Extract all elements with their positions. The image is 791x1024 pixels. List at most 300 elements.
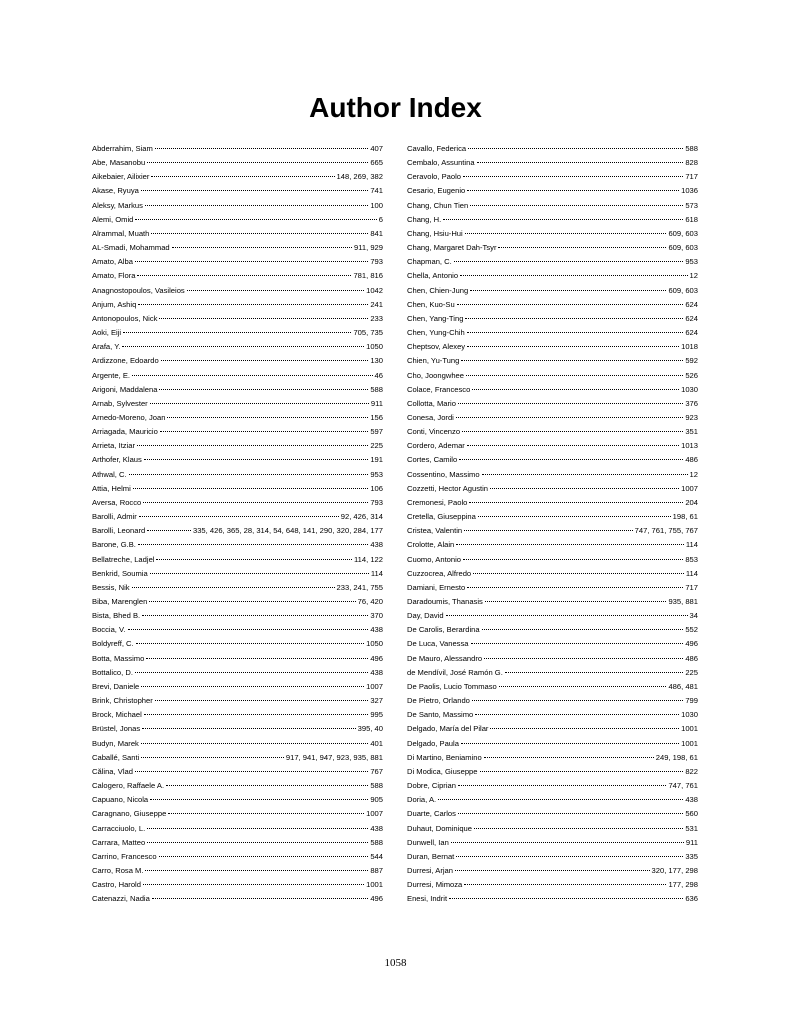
page-references: 1030 — [681, 384, 698, 394]
author-name: Cortes, Camilo — [407, 455, 458, 465]
index-entry — [407, 213, 698, 227]
page-number: 1058 — [384, 957, 407, 969]
author-name: de Mendívil, José Ramón G. — [407, 667, 503, 677]
index-entry — [407, 567, 698, 581]
dot-leader — [458, 403, 683, 404]
index-entry — [92, 184, 383, 198]
index-entry — [92, 312, 383, 326]
dot-leader — [456, 856, 683, 857]
page-references: 401 — [370, 738, 383, 748]
page-references: 767 — [370, 766, 383, 776]
author-name: Arrieta, Itziar — [92, 441, 136, 451]
author-name: Brock, Michael — [92, 710, 142, 720]
index-entry — [407, 312, 698, 326]
index-entry — [407, 468, 698, 482]
dot-leader — [142, 615, 368, 616]
index-entry — [407, 793, 698, 807]
dot-leader — [463, 559, 683, 560]
page-references: 905 — [370, 795, 383, 805]
dot-leader — [467, 587, 683, 588]
dot-leader — [143, 502, 368, 503]
dot-leader — [141, 190, 368, 191]
dot-leader — [468, 148, 683, 149]
index-entry — [407, 142, 698, 156]
dot-leader — [150, 403, 369, 404]
page-references: 191 — [370, 455, 383, 465]
index-entry — [407, 524, 698, 538]
author-name: Bottalico, D. — [92, 667, 133, 677]
author-name: Bessis, Nik — [92, 582, 130, 592]
dot-leader — [166, 785, 368, 786]
index-entry — [407, 666, 698, 680]
dot-leader — [132, 587, 335, 588]
dot-leader — [172, 247, 352, 248]
index-entry — [407, 199, 698, 213]
page-references: 100 — [370, 200, 383, 210]
page-references: 741 — [370, 186, 383, 196]
index-entry — [407, 779, 698, 793]
page-references: 822 — [685, 766, 698, 776]
author-name: Aversa, Rocco — [92, 497, 142, 507]
author-name: Anjum, Ashiq — [92, 299, 137, 309]
index-entry — [92, 340, 383, 354]
dot-leader — [142, 728, 356, 729]
page-references: 114 — [370, 568, 383, 578]
author-name: Chen, Yang-Ting — [407, 313, 464, 323]
dot-leader — [147, 162, 368, 163]
dot-leader — [490, 488, 679, 489]
index-entry — [407, 298, 698, 312]
dot-leader — [145, 205, 368, 206]
index-entry — [407, 751, 698, 765]
dot-leader — [470, 290, 666, 291]
page-references: 544 — [370, 851, 383, 861]
dot-leader — [141, 743, 368, 744]
page-references: 828 — [685, 158, 698, 168]
index-entry — [92, 623, 383, 637]
author-name: Chapman, C. — [407, 257, 452, 267]
dot-leader — [144, 459, 369, 460]
page-references: 198, 61 — [672, 512, 698, 522]
page-references: 592 — [685, 356, 698, 366]
page-references: 1013 — [681, 441, 698, 451]
index-entry — [92, 383, 383, 397]
author-name: Arnab, Sylvester — [92, 398, 148, 408]
index-entry — [407, 269, 698, 283]
page-references: 1001 — [681, 738, 698, 748]
dot-leader — [135, 672, 368, 673]
dot-leader — [145, 870, 368, 871]
index-entry — [92, 453, 383, 467]
page-references: 618 — [685, 214, 698, 224]
dot-leader — [472, 389, 679, 390]
dot-leader — [159, 318, 368, 319]
author-name: Cristea, Valentin — [407, 526, 463, 536]
page-references: 486, 481 — [668, 681, 698, 691]
dot-leader — [467, 332, 684, 333]
page-references: 225 — [370, 441, 383, 451]
dot-leader — [469, 502, 683, 503]
author-name: AL-Smadi, Mohammad — [92, 243, 170, 253]
author-name: Ardizzone, Edoardo — [92, 356, 159, 366]
author-name: Antonopoulos, Nick — [92, 313, 158, 323]
author-name: Arafa, Y. — [92, 342, 121, 352]
author-name: Carrino, Francesco — [92, 851, 157, 861]
author-name: Benkrid, Soumia — [92, 568, 148, 578]
index-entry — [92, 142, 383, 156]
author-name: Caballé, Santi — [92, 752, 140, 762]
index-entry — [407, 864, 698, 878]
index-entry — [92, 170, 383, 184]
index-entry — [92, 680, 383, 694]
index-entry — [92, 637, 383, 651]
dot-leader — [136, 643, 364, 644]
index-entry — [407, 807, 698, 821]
page-references: 573 — [685, 200, 698, 210]
author-name: Delgado, María del Pilar — [407, 724, 489, 734]
author-name: Bista, Bhed B. — [92, 611, 141, 621]
page-references: 705, 735 — [353, 328, 383, 338]
dot-leader — [462, 431, 683, 432]
author-name: Chang, Chun Tien — [407, 200, 469, 210]
dot-leader — [451, 842, 684, 843]
index-entry — [92, 213, 383, 227]
dot-leader — [438, 799, 683, 800]
page-references: 486 — [685, 653, 698, 663]
dot-leader — [155, 700, 369, 701]
author-name: Athwal, C. — [92, 469, 127, 479]
author-name: De Luca, Vanessa — [407, 639, 469, 649]
author-name: Cho, Joongwhee — [407, 370, 464, 380]
index-entry — [407, 510, 698, 524]
index-entry — [92, 793, 383, 807]
page-references: 1050 — [366, 342, 383, 352]
dot-leader — [443, 219, 683, 220]
author-name: Cheptsov, Alexey — [407, 342, 466, 352]
index-entry — [407, 241, 698, 255]
index-entry — [92, 666, 383, 680]
index-entry — [92, 567, 383, 581]
author-name: Carracciuolo, L. — [92, 823, 146, 833]
index-entry — [92, 765, 383, 779]
dot-leader — [446, 615, 688, 616]
index-entry — [407, 538, 698, 552]
dot-leader — [147, 530, 191, 531]
author-name: Attia, Helmi — [92, 483, 131, 493]
page-references: 12 — [689, 271, 698, 281]
author-name: Durresi, Mimoza — [407, 880, 463, 890]
page-references: 793 — [370, 497, 383, 507]
index-entry — [92, 397, 383, 411]
page-references: 887 — [370, 865, 383, 875]
author-name: Conesa, Jordi — [407, 412, 454, 422]
index-entry — [407, 255, 698, 269]
page-references: 106 — [370, 483, 383, 493]
dot-leader — [139, 516, 339, 517]
page-references: 624 — [685, 328, 698, 338]
author-name: Duarte, Carlos — [407, 809, 456, 819]
dot-leader — [137, 275, 351, 276]
index-entry — [92, 878, 383, 892]
index-entry — [407, 836, 698, 850]
page-references: 526 — [685, 370, 698, 380]
dot-leader — [480, 771, 684, 772]
author-name: Damiani, Ernesto — [407, 582, 466, 592]
page-references: 233, 241, 755 — [336, 582, 383, 592]
page-references: 624 — [685, 299, 698, 309]
index-entry — [92, 553, 383, 567]
page-references: 609, 603 — [668, 285, 698, 295]
page-references: 320, 177, 298 — [651, 865, 698, 875]
index-entry — [92, 411, 383, 425]
dot-leader — [465, 318, 683, 319]
index-entry — [407, 553, 698, 567]
page-references: 1050 — [366, 639, 383, 649]
page-references: 935, 881 — [668, 597, 698, 606]
dot-leader — [123, 332, 351, 333]
author-name: Cesario, Eugenio — [407, 186, 466, 196]
page-references: 1007 — [681, 483, 698, 493]
author-name: De Pietro, Orlando — [407, 696, 470, 706]
author-name: Cozzetti, Hector Agustin — [407, 483, 489, 493]
index-entry — [92, 850, 383, 864]
page-references: 92, 426, 314 — [340, 512, 383, 522]
index-entry — [407, 156, 698, 170]
dot-leader — [460, 275, 687, 276]
dot-leader — [467, 190, 679, 191]
index-entry — [407, 637, 698, 651]
dot-leader — [135, 219, 376, 220]
page-references: 1030 — [681, 710, 698, 720]
author-name: Arthofer, Klaus — [92, 455, 142, 465]
author-name: Cembalo, Assuntina — [407, 158, 475, 168]
page-references: 717 — [685, 172, 698, 182]
author-name: Botta, Massimo — [92, 653, 145, 663]
author-name: Capuano, Nicola — [92, 795, 149, 805]
author-name: Akase, Ryuya — [92, 186, 139, 196]
page-references: 636 — [685, 894, 698, 904]
dot-leader — [478, 516, 671, 517]
index-entry — [407, 439, 698, 453]
page-references: 438 — [685, 795, 698, 805]
page-references: 923 — [685, 412, 698, 422]
author-name: Arigoni, Maddalena — [92, 384, 158, 394]
page-references: 781, 816 — [353, 271, 383, 281]
page-references: 609, 603 — [668, 228, 698, 238]
dot-leader — [458, 813, 683, 814]
author-name: Amato, Flora — [92, 271, 136, 281]
author-name: Arriagada, Mauricio — [92, 427, 158, 437]
dot-leader — [471, 643, 684, 644]
dot-leader — [138, 304, 368, 305]
page-references: 177, 298 — [668, 880, 698, 890]
dot-leader — [490, 728, 679, 729]
index-entry — [92, 595, 383, 609]
index-entry — [92, 737, 383, 751]
index-entry — [92, 694, 383, 708]
page-references: 370 — [370, 611, 383, 621]
dot-leader — [152, 898, 368, 899]
author-name: Chang, Margaret Dah-Tsyr — [407, 243, 497, 253]
author-name: Boldyreff, C. — [92, 639, 134, 649]
author-name: Cossentino, Massimo — [407, 469, 480, 479]
dot-leader — [464, 884, 666, 885]
page-references: 665 — [370, 158, 383, 168]
dot-leader — [144, 714, 369, 715]
page-references: 46 — [374, 370, 383, 380]
page-references: 799 — [685, 696, 698, 706]
page-references: 911 — [685, 837, 698, 847]
author-name: Călina, Vlad — [92, 766, 133, 776]
author-name: Barolli, Leonard — [92, 526, 146, 536]
author-name: Daradoumis, Thanasis — [407, 597, 483, 606]
author-name: Ceravolo, Paolo — [407, 172, 462, 182]
index-entry — [92, 468, 383, 482]
dot-leader — [484, 658, 683, 659]
dot-leader — [473, 573, 684, 574]
page-references: 917, 941, 947, 923, 935, 881 — [285, 752, 383, 762]
dot-leader — [128, 629, 369, 630]
page-references: 747, 761 — [668, 781, 698, 791]
page-references: 531 — [685, 823, 698, 833]
index-entry — [92, 482, 383, 496]
page-references: 588 — [370, 781, 383, 791]
dot-leader — [149, 601, 355, 602]
author-name: Cuzzocrea, Alfredo — [407, 568, 472, 578]
author-name: Alrammal, Muath — [92, 228, 150, 238]
page-references: 552 — [685, 625, 698, 635]
index-entry — [407, 765, 698, 779]
author-name: Cremonesi, Paolo — [407, 497, 468, 507]
page-references: 395, 40 — [357, 724, 383, 734]
page-references: 130 — [370, 356, 383, 366]
dot-leader — [498, 247, 666, 248]
page-references: 376 — [685, 398, 698, 408]
page-references: 841 — [370, 228, 383, 238]
index-entry — [92, 241, 383, 255]
dot-leader — [156, 559, 352, 560]
index-entry — [407, 425, 698, 439]
index-entry — [407, 326, 698, 340]
dot-leader — [474, 828, 683, 829]
author-name: Argente, E. — [92, 370, 130, 380]
dot-leader — [168, 813, 364, 814]
page-references: 438 — [370, 667, 383, 677]
dot-leader — [122, 346, 364, 347]
dot-leader — [484, 757, 654, 758]
index-entry — [92, 836, 383, 850]
page-references: 496 — [685, 639, 698, 649]
dot-leader — [499, 686, 667, 687]
page-references: 953 — [685, 257, 698, 267]
dot-leader — [449, 898, 683, 899]
page-references: 438 — [370, 823, 383, 833]
author-name: Castro, Harold — [92, 880, 141, 890]
page-references: 249, 198, 61 — [655, 752, 698, 762]
author-name: Arnedo-Moreno, Joan — [92, 412, 166, 422]
author-name: Abderrahim, Siam — [92, 144, 153, 153]
index-entry — [92, 779, 383, 793]
page-references: 335 — [685, 851, 698, 861]
index-entry — [92, 284, 383, 298]
page-references: 233 — [370, 313, 383, 323]
dot-leader — [147, 842, 368, 843]
index-entry — [407, 170, 698, 184]
index-entry — [92, 510, 383, 524]
author-name: Catenazzi, Nadia — [92, 894, 150, 904]
dot-leader — [135, 771, 368, 772]
author-name: Duhaut, Dominique — [407, 823, 473, 833]
page-references: 588 — [370, 837, 383, 847]
index-entry — [92, 326, 383, 340]
page-references: 407 — [370, 144, 383, 153]
dot-leader — [477, 162, 684, 163]
page-references: 995 — [370, 710, 383, 720]
page-references: 438 — [370, 625, 383, 635]
author-name: Collotta, Mario — [407, 398, 456, 408]
index-entry — [92, 227, 383, 241]
author-name: Chien, Yu-Tung — [407, 356, 460, 366]
page-references: 34 — [689, 611, 698, 621]
page-references: 953 — [370, 469, 383, 479]
author-name: Durresi, Arjan — [407, 865, 453, 875]
index-entry — [407, 878, 698, 892]
index-entry — [92, 751, 383, 765]
author-name: Dunwell, Ian — [407, 837, 449, 847]
dot-leader — [147, 828, 368, 829]
dot-leader — [475, 714, 679, 715]
index-entry — [92, 156, 383, 170]
author-name: Abe, Masanobu — [92, 158, 146, 168]
index-entry — [92, 425, 383, 439]
dot-leader — [467, 346, 679, 347]
page-references: 588 — [685, 144, 698, 153]
index-entry — [407, 453, 698, 467]
index-entry — [92, 892, 383, 906]
author-name: Cordero, Ademar — [407, 441, 465, 451]
index-entry — [92, 354, 383, 368]
index-entry — [92, 581, 383, 595]
index-entry — [92, 496, 383, 510]
index-entry — [407, 652, 698, 666]
page-references: 486 — [685, 455, 698, 465]
index-entry — [92, 199, 383, 213]
index-entry — [407, 482, 698, 496]
index-entry — [407, 609, 698, 623]
page-references: 335, 426, 365, 28, 314, 54, 648, 141, 290, 320, 284, 177 — [192, 526, 383, 536]
author-name: De Paolis, Lucio Tommaso — [407, 681, 497, 691]
index-entry — [92, 822, 383, 836]
page-references: 1042 — [366, 285, 383, 295]
page-references: 853 — [685, 554, 698, 564]
dot-leader — [141, 686, 364, 687]
dot-leader — [456, 544, 684, 545]
page-references: 1001 — [681, 724, 698, 734]
dot-leader — [167, 417, 368, 418]
author-name: Aleksy, Markus — [92, 200, 143, 210]
index-entry — [407, 680, 698, 694]
dot-leader — [151, 233, 368, 234]
author-name: Delgado, Paula — [407, 738, 459, 748]
index-entry — [407, 737, 698, 751]
dot-leader — [159, 856, 369, 857]
page-references: 793 — [370, 257, 383, 267]
dot-leader — [457, 304, 684, 305]
index-entry — [92, 538, 383, 552]
author-name: Enesi, Indrit — [407, 894, 448, 904]
dot-leader — [482, 474, 688, 475]
author-name: Cuomo, Antonio — [407, 554, 462, 564]
